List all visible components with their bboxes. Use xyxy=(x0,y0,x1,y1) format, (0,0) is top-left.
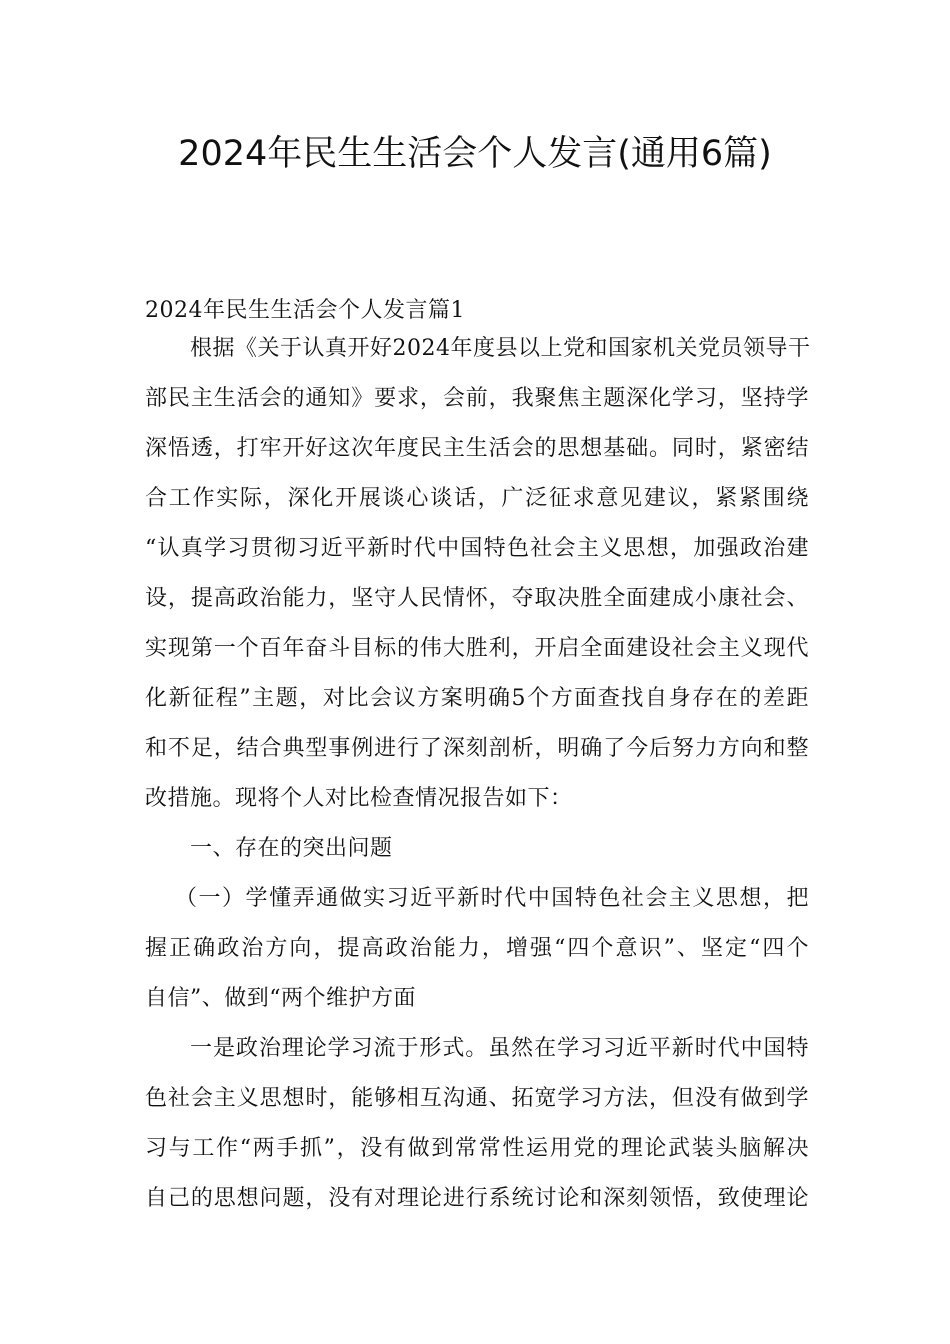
paragraph-1-line-2: 部民主生活会的通知》要求，会前，我聚焦主题深化学习，坚持学 xyxy=(145,386,809,411)
heading-1: 一、存在的突出问题 xyxy=(190,836,393,861)
paragraph-2-line-3: 习与工作“两手抓”，没有做到常常性运用党的理论武装头脑解决 xyxy=(145,1136,809,1161)
paragraph-1-line-10: 改措施。现将个人对比检查情况报告如下： xyxy=(145,786,573,811)
paragraph-2-line-2: 色社会主义思想时，能够相互沟通、拓宽学习方法，但没有做到学 xyxy=(145,1086,809,1111)
paragraph-1-line-6: 设，提高政治能力，坚守人民情怀，夺取决胜全面建成小康社会、 xyxy=(145,586,809,611)
paragraph-1-line-4: 合工作实际，深化开展谈心谈话，广泛征求意见建议，紧紧围绕 xyxy=(145,486,809,511)
paragraph-1-line-7: 实现第一个百年奋斗目标的伟大胜利，开启全面建设社会主义现代 xyxy=(145,636,809,661)
paragraph-1-line-5: “认真学习贯彻习近平新时代中国特色社会主义思想，加强政治建 xyxy=(145,536,809,561)
paragraph-1-line-3: 深悟透，打牢开好这次年度民主生活会的思想基础。同时，紧密结 xyxy=(145,436,809,461)
section-heading: 2024年民生生活会个人发言篇1 xyxy=(145,298,465,323)
paragraph-2-line-4: 自己的思想问题，没有对理论进行系统讨论和深刻领悟，致使理论 xyxy=(145,1186,809,1211)
paragraph-1-line-1: 根据《关于认真开好2024年度县以上党和国家机关党员领导干 xyxy=(190,336,811,361)
paragraph-1-line-9: 和不足，结合典型事例进行了深刻剖析，明确了今后努力方向和整 xyxy=(145,736,809,761)
subheading-1-line-2: 握正确政治方向，提高政治能力，增强“四个意识”、坚定“四个 xyxy=(145,936,809,961)
paragraph-1-line-8: 化新征程”主题，对比会议方案明确5个方面查找自身存在的差距 xyxy=(145,686,809,711)
subheading-1-line-1: （一）学懂弄通做实习近平新时代中国特色社会主义思想，把 xyxy=(175,886,809,911)
document-title: 2024年民生生活会个人发言(通用6篇) xyxy=(178,134,772,174)
subheading-1-line-3: 自信”、做到“两个维护方面 xyxy=(145,986,416,1011)
paragraph-2-line-1: 一是政治理论学习流于形式。虽然在学习习近平新时代中国特 xyxy=(190,1036,809,1061)
